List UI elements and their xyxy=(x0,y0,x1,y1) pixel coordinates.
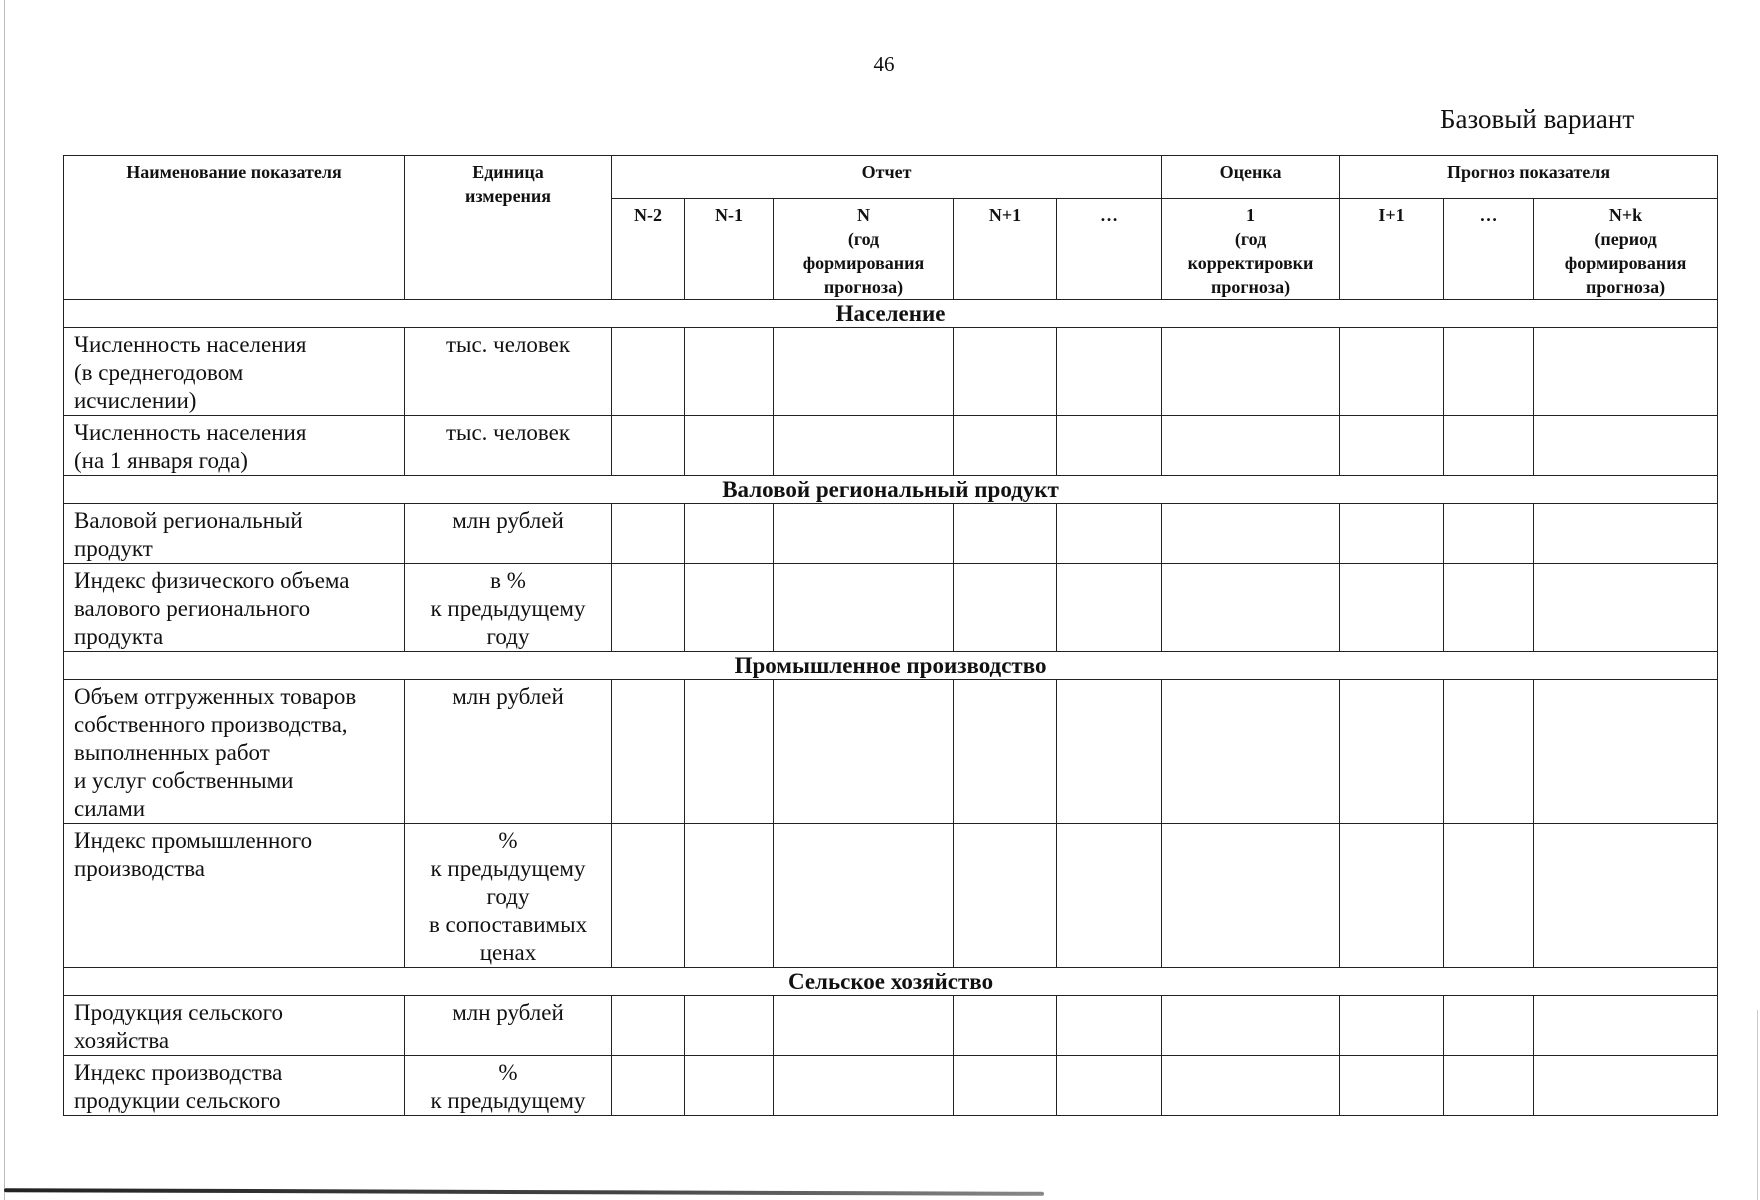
table-row xyxy=(64,328,1718,416)
indicator-name: Индекс промышленного производства xyxy=(64,824,405,968)
value-cell xyxy=(612,416,685,476)
scan-margin-line xyxy=(4,0,5,1200)
value-cell xyxy=(612,824,685,968)
section-row xyxy=(64,300,1718,328)
header-col-1: 1 (год корректировки прогноза) xyxy=(1162,199,1340,300)
value-cell xyxy=(612,680,685,824)
header-col-ellipsis-report: … xyxy=(1057,199,1162,300)
table-row xyxy=(64,824,1718,968)
value-cell xyxy=(954,504,1057,564)
value-cell xyxy=(1444,504,1534,564)
indicator-unit: % к предыдущему году в сопоставимых ценах xyxy=(405,824,612,968)
indicators-table xyxy=(63,155,1718,1116)
value-cell xyxy=(1444,1056,1534,1116)
value-cell xyxy=(774,680,954,824)
value-cell xyxy=(1340,996,1444,1056)
header-col-i-plus-1: I+1 xyxy=(1340,199,1444,300)
value-cell xyxy=(685,824,774,968)
value-cell xyxy=(1162,996,1340,1056)
value-cell xyxy=(1057,416,1162,476)
page-number: 46 xyxy=(873,52,895,76)
value-cell xyxy=(1162,504,1340,564)
section-title-grp: Валовой региональный продукт xyxy=(64,476,1718,504)
section-title-agriculture: Сельское хозяйство xyxy=(64,968,1718,996)
value-cell xyxy=(1444,416,1534,476)
value-cell xyxy=(774,824,954,968)
value-cell xyxy=(954,1056,1057,1116)
value-cell xyxy=(774,416,954,476)
header-col-n: N (год формирования прогноза) xyxy=(774,199,954,300)
value-cell xyxy=(1057,824,1162,968)
value-cell xyxy=(1340,328,1444,416)
value-cell xyxy=(1162,328,1340,416)
value-cell xyxy=(612,564,685,652)
header-estimate: Оценка xyxy=(1162,156,1340,199)
value-cell xyxy=(612,1056,685,1116)
value-cell xyxy=(954,996,1057,1056)
value-cell xyxy=(685,1056,774,1116)
indicator-name: Объем отгруженных товаров собственного производства, выполненных работ и услуг собственными силами xyxy=(64,680,405,824)
value-cell xyxy=(1057,680,1162,824)
value-cell xyxy=(1534,416,1718,476)
value-cell xyxy=(685,504,774,564)
value-cell xyxy=(1534,680,1718,824)
value-cell xyxy=(1340,1056,1444,1116)
table-row xyxy=(64,416,1718,476)
indicator-unit: млн рублей xyxy=(405,996,612,1056)
value-cell xyxy=(774,996,954,1056)
section-row xyxy=(64,652,1718,680)
scan-artifact-streak xyxy=(4,1188,1044,1196)
section-row xyxy=(64,968,1718,996)
section-title-industry: Промышленное производство xyxy=(64,652,1718,680)
value-cell xyxy=(954,824,1057,968)
header-col-n-plus-k: N+k (период формирования прогноза) xyxy=(1534,199,1718,300)
value-cell xyxy=(1340,416,1444,476)
header-indicator-name: Наименование показателя xyxy=(64,156,405,300)
value-cell xyxy=(1057,1056,1162,1116)
section-title-population: Население xyxy=(64,300,1718,328)
value-cell xyxy=(1444,328,1534,416)
value-cell xyxy=(685,416,774,476)
indicator-unit: млн рублей xyxy=(405,504,612,564)
value-cell xyxy=(774,564,954,652)
value-cell xyxy=(954,416,1057,476)
table-row xyxy=(64,564,1718,652)
value-cell xyxy=(1057,564,1162,652)
value-cell xyxy=(612,504,685,564)
value-cell xyxy=(774,504,954,564)
indicator-name: Численность населения (в среднегодовом исчислении) xyxy=(64,328,405,416)
header-report: Отчет xyxy=(612,156,1162,199)
value-cell xyxy=(612,996,685,1056)
value-cell xyxy=(1444,996,1534,1056)
value-cell xyxy=(1534,1056,1718,1116)
indicator-unit: в % к предыдущему году xyxy=(405,564,612,652)
value-cell xyxy=(1162,416,1340,476)
value-cell xyxy=(1444,680,1534,824)
value-cell xyxy=(1534,504,1718,564)
value-cell xyxy=(685,564,774,652)
value-cell xyxy=(1162,564,1340,652)
value-cell xyxy=(1534,824,1718,968)
indicator-name: Валовой региональный продукт xyxy=(64,504,405,564)
value-cell xyxy=(1162,1056,1340,1116)
value-cell xyxy=(685,680,774,824)
value-cell xyxy=(685,996,774,1056)
table-row xyxy=(64,1056,1718,1116)
value-cell xyxy=(954,328,1057,416)
value-cell xyxy=(774,328,954,416)
value-cell xyxy=(685,328,774,416)
section-row xyxy=(64,476,1718,504)
scan-margin-line-right xyxy=(1757,1010,1758,1200)
value-cell xyxy=(1340,504,1444,564)
value-cell xyxy=(1340,680,1444,824)
table-row xyxy=(64,680,1718,824)
value-cell xyxy=(954,680,1057,824)
variant-label: Базовый вариант xyxy=(1440,104,1635,134)
indicator-name: Индекс физического объема валового регионального продукта xyxy=(64,564,405,652)
table-row xyxy=(64,504,1718,564)
value-cell xyxy=(1340,564,1444,652)
value-cell xyxy=(1534,996,1718,1056)
value-cell xyxy=(1057,996,1162,1056)
header-col-ellipsis-forecast: … xyxy=(1444,199,1534,300)
indicator-name: Индекс производства продукции сельского xyxy=(64,1056,405,1116)
header-col-n-minus-2: N-2 xyxy=(612,199,685,300)
value-cell xyxy=(1444,564,1534,652)
header-unit: Единица измерения xyxy=(405,156,612,300)
value-cell xyxy=(1534,328,1718,416)
value-cell xyxy=(1444,824,1534,968)
value-cell xyxy=(954,564,1057,652)
indicator-unit: тыс. человек xyxy=(405,416,612,476)
indicator-name: Продукция сельского хозяйства xyxy=(64,996,405,1056)
indicator-name: Численность населения (на 1 января года) xyxy=(64,416,405,476)
indicator-unit: тыс. человек xyxy=(405,328,612,416)
indicator-unit: % к предыдущему xyxy=(405,1056,612,1116)
table-row xyxy=(64,996,1718,1056)
value-cell xyxy=(774,1056,954,1116)
header-col-n-minus-1: N-1 xyxy=(685,199,774,300)
value-cell xyxy=(612,328,685,416)
value-cell xyxy=(1162,824,1340,968)
value-cell xyxy=(1057,504,1162,564)
indicator-unit: млн рублей xyxy=(405,680,612,824)
value-cell xyxy=(1057,328,1162,416)
value-cell xyxy=(1162,680,1340,824)
value-cell xyxy=(1340,824,1444,968)
header-col-n-plus-1: N+1 xyxy=(954,199,1057,300)
value-cell xyxy=(1534,564,1718,652)
header-forecast: Прогноз показателя xyxy=(1340,156,1718,199)
